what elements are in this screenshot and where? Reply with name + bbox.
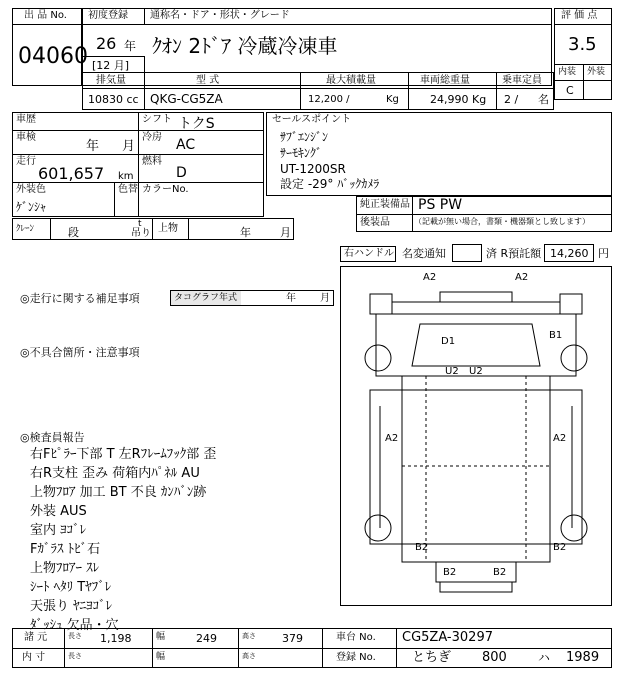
shift-value: トクS bbox=[178, 116, 215, 132]
name-change-label: 名変通知 bbox=[402, 247, 446, 260]
inner-length-label: 長さ bbox=[68, 652, 82, 660]
inspector-line: 右Fﾋﾟﾗｰ下部 T 左Rﾌﾚｰﾑﾌｯｸ部 歪 bbox=[30, 447, 217, 462]
spec-label: 諸 元 bbox=[24, 632, 48, 643]
chassis-label: 車台 No. bbox=[336, 632, 376, 643]
gross-weight: 24,990 Kg bbox=[430, 93, 487, 106]
recycle-unit: 円 bbox=[598, 247, 609, 260]
score-value: 3.5 bbox=[568, 34, 597, 55]
fuel-value: D bbox=[176, 165, 187, 181]
color-no-label: カラーNo. bbox=[142, 184, 189, 195]
length-label: 長さ bbox=[68, 632, 82, 640]
model-code: QKG-CG5ZA bbox=[150, 92, 223, 106]
damage-mark: A2 bbox=[385, 433, 399, 444]
inspector-line: 右R支柱 歪み 荷箱内ﾊﾟﾈﾙ AU bbox=[30, 466, 200, 481]
aftermarket-note: （記載が無い場合，書類・機器類とし致します） bbox=[414, 217, 590, 226]
fuel-label: 燃料 bbox=[142, 156, 162, 167]
crane-lift-unit: 吊り bbox=[131, 228, 151, 239]
height-value: 379 bbox=[282, 632, 303, 645]
tacho-label: タコグラフ年式 bbox=[174, 293, 238, 303]
name-label: 通称名・ドア・形状・グレード bbox=[150, 10, 290, 21]
damage-mark: B1 bbox=[549, 330, 563, 341]
inspector-line: Fｶﾞﾗｽ ﾄﾋﾞ石 bbox=[30, 542, 101, 557]
reg-month: [12 月] bbox=[92, 59, 130, 72]
displacement: 10830 cc bbox=[88, 93, 139, 106]
interior-label: 内装 bbox=[558, 67, 577, 77]
max-load-unit: Kg bbox=[386, 94, 399, 105]
model-label: 型 式 bbox=[196, 75, 220, 86]
ac-value: AC bbox=[176, 137, 196, 153]
exterior-label: 外装 bbox=[587, 67, 606, 77]
recycle-label: 済 R預託額 bbox=[486, 247, 542, 260]
damage-mark: A2 bbox=[515, 272, 529, 283]
ext-color-label: 外装色 bbox=[16, 184, 46, 195]
damage-mark: B2 bbox=[443, 567, 457, 578]
capacity-unit: 名 bbox=[538, 93, 549, 106]
crane-label: ｸﾚｰﾝ bbox=[16, 224, 35, 234]
aftermarket-label: 後装品 bbox=[360, 217, 390, 228]
displacement-label: 排気量 bbox=[96, 75, 126, 86]
sales-point-line: UT-1200SR bbox=[280, 162, 346, 176]
ac-label: 冷房 bbox=[142, 132, 162, 143]
inner-width-label: 幅 bbox=[156, 652, 166, 662]
sales-point-line: ｻﾌﾞｴﾝｼﾞﾝ bbox=[280, 130, 329, 144]
color-swap-label: 色替 bbox=[118, 184, 138, 195]
length-value: 1,198 bbox=[100, 632, 132, 645]
mileage-unit: km bbox=[118, 171, 134, 182]
first-reg-label: 初度登録 bbox=[88, 10, 128, 21]
crane-lift-prefix: t bbox=[138, 219, 142, 229]
damage-mark: D1 bbox=[441, 336, 456, 347]
inspection-year: 年 bbox=[86, 139, 100, 154]
width-value: 249 bbox=[196, 632, 217, 645]
genuine-label: 純正装備品 bbox=[360, 199, 410, 210]
inspector-label: ◎検査員報告 bbox=[20, 431, 85, 444]
crane-stage-unit: 段 bbox=[68, 226, 79, 239]
boarding-label: 上物 bbox=[158, 223, 178, 234]
boarding-year-unit: 年 bbox=[240, 226, 251, 239]
damage-mark: U2 bbox=[469, 366, 483, 377]
inspector-line: ｼｰﾄ ﾍﾀﾘ Tﾔﾌﾞﾚ bbox=[30, 580, 112, 595]
reg-year: 26 bbox=[96, 34, 117, 53]
boarding-month-unit: 月 bbox=[280, 226, 291, 239]
reg-class: 800 bbox=[482, 650, 507, 665]
driving-notes-label: ◎走行に関する補足事項 bbox=[20, 292, 140, 305]
chassis-number: CG5ZA-30297 bbox=[402, 630, 493, 645]
tacho-month-unit: 月 bbox=[320, 293, 330, 304]
reg-region: とちぎ bbox=[412, 650, 452, 665]
inspector-line: 外装 AUS bbox=[30, 504, 87, 519]
tacho-year-unit: 年 bbox=[286, 293, 296, 304]
damage-mark: B2 bbox=[553, 542, 567, 553]
recycle-amount: 14,260 bbox=[550, 247, 589, 260]
steering-value: 右ハンドル bbox=[344, 248, 394, 259]
damage-mark: B2 bbox=[493, 567, 507, 578]
inspector-line: 天張り ﾔﾆﾖｺﾞﾚ bbox=[30, 599, 113, 614]
interior-score: C bbox=[566, 84, 574, 97]
lot-number: 04060 bbox=[18, 44, 88, 69]
inner-label: 内 寸 bbox=[22, 652, 46, 663]
vehicle-diagram bbox=[340, 266, 612, 606]
lot-label: 出 品 No. bbox=[24, 10, 67, 21]
inspector-line: 室内 ﾖｺﾞﾚ bbox=[30, 523, 87, 538]
capacity: 2 / bbox=[504, 93, 519, 106]
gross-weight-label: 車両総重量 bbox=[420, 75, 470, 86]
sales-point-line: 設定 -29° ﾊﾞｯｸｶﾒﾗ bbox=[280, 177, 380, 191]
history-label: 車歴 bbox=[16, 114, 36, 125]
damage-mark: U2 bbox=[445, 366, 459, 377]
height-label: 高さ bbox=[242, 632, 256, 640]
vehicle-name: ｸｵﾝ 2ﾄﾞｱ 冷蔵冷凍車 bbox=[152, 34, 338, 58]
shift-label: シフト bbox=[142, 114, 172, 125]
damage-mark: A2 bbox=[423, 272, 437, 283]
score-label: 評 価 点 bbox=[561, 10, 598, 21]
reg-year-unit: 年 bbox=[124, 39, 137, 53]
inspection-label: 車検 bbox=[16, 132, 36, 143]
reg-label: 登録 No. bbox=[336, 652, 376, 663]
ext-color-value: ｹﾞﾝｼｬ bbox=[16, 200, 47, 214]
inspection-month: 月 bbox=[122, 139, 136, 154]
damage-mark: A2 bbox=[553, 433, 567, 444]
inspector-line: ﾀﾞｯｼｭ 欠品・穴 bbox=[30, 618, 119, 633]
reg-number: 1989 bbox=[566, 650, 600, 665]
sales-point-line: ｻｰﾓｷﾝｸﾞ bbox=[280, 146, 323, 160]
mileage-value: 601,657 bbox=[38, 164, 105, 183]
capacity-label: 乗車定員 bbox=[502, 75, 542, 86]
inner-height-label: 高さ bbox=[242, 652, 256, 660]
damage-mark: B2 bbox=[415, 542, 429, 553]
name-change-box bbox=[452, 244, 482, 262]
crane-row bbox=[12, 218, 294, 240]
mileage-label: 走行 bbox=[16, 156, 36, 167]
width-label: 幅 bbox=[156, 632, 166, 642]
defect-label: ◎不具合箇所・注意事項 bbox=[20, 346, 140, 359]
sales-point-label: セールスポイント bbox=[272, 114, 352, 125]
inspector-line: 上物ﾌﾛｱ 加工 BT 不良 ｶﾝﾊﾞﾝ跡 bbox=[30, 485, 207, 500]
reg-kana: ハ bbox=[538, 651, 551, 665]
max-load: 12,200 / bbox=[308, 94, 350, 105]
genuine-equipment: PS PW bbox=[418, 197, 463, 213]
inspector-line: 上物ﾌﾛｱｰ ｽﾚ bbox=[30, 561, 100, 576]
max-load-label: 最大積載量 bbox=[326, 75, 376, 86]
